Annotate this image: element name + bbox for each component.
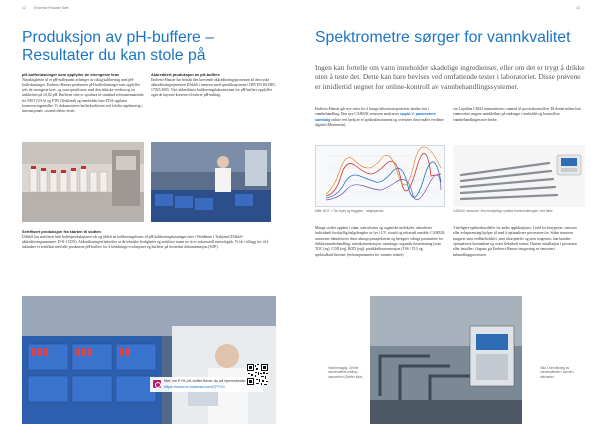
lab-worker-illustration: [151, 142, 271, 222]
chart-caption: Måle NOT = Tid: trykk og blyggem · adaptyenlau: [315, 209, 384, 213]
photo-lab-worker: [151, 142, 271, 222]
column-body: via Liquiline CM44 transmitteren i sanntid til prosesskontrollen. På denne måten kan vannverket reagere umiddelbart på endringer i innholdet og kontrollere vannbehandlingen mer bedre.: [453, 107, 581, 122]
column-body: online ved hjelp av et spektralinstrument og overfører disse måler verdiene digitalt (Memosens).: [315, 117, 444, 127]
page-title-right: Spektrometre sørger for vannkvalitet: [315, 29, 571, 46]
text-column-3: [315, 226, 445, 258]
text-column-4: [453, 226, 583, 258]
page-number-right: 13: [576, 6, 580, 10]
cta-text-block: [164, 379, 260, 390]
text-column-1: [315, 107, 445, 128]
web-icon: [153, 380, 161, 388]
text-column-2: [151, 72, 277, 99]
qr-code-icon: [247, 364, 268, 385]
text-column-1: [22, 72, 144, 115]
sensor-illustration: [453, 145, 585, 207]
column-body: DAkkS har sertifisert hele bufferproduksjonen vår og tildelt en kalibreringslisens til pH-kalibreringsløsninger etter i Waldheim i Tyskland (DAkkS-akkrediteringsnummer: D-K-15193). Akkrediteringen bekrefter at de tekniske ferdigheter og sertifiser innen tre år er suksessfull metrologisk. Vi får i tillegg lov til å inkludere et sertifikat med alle produserte pH-buffere for å frembringe evolusjoner og bufferer på forsterket dokumentasjon (SOP).: [22, 234, 269, 250]
sensor-caption: CA80UK sensorer i fem forskjellige optiske banemedlengder, ved faller: [453, 209, 553, 213]
column-body: Endress+Hauser har bestått den krevende akkrediteringsprosessen til den tyske akkrediteringstjenesten DAkkS i samsvar med spesifikasjonene i DIN EN ISO/IEC 17025:2005. Vårt akkrediterte kalibreringslaboratorium for pH-buffere oppfyller også de høyeste kravene til enhver pH-måling.: [151, 77, 276, 98]
column-body: Nøyaktigheten til et pH-målepunkt avhenger av riktig kalibrering med pH-bufferløsninger. Endress+Hauser produserer pH-bufferløsninger som oppfyller selv de strengeste krav, og som spesifiseres med den faktiske verdien og en usikkerhet på ±0,02 pH. Bufferne våre er sporbare til standard referansemateriale fra NIST (USA) og PTB (Tyskland) og inneholder bare FDA-opplørte konserveringsmidler. Vi dokumenterer bufferkvaliteten ved å delta regelmessig i internasjonale «round robin»-tester.: [22, 77, 144, 114]
page-title-left: Produksjon av pH-buffere – Resultater du kan stole på: [22, 29, 215, 64]
bottom-caption-1: Vannbehaglig. Online vannkvalitets måling i vannverket (Stoffer ikke).: [328, 366, 364, 379]
water-plant-illustration: [370, 296, 522, 424]
text-column-3: [22, 229, 274, 250]
column-body: Ytterligere spektralmodeller for andre applikasjoner. I tråd for bruyperter, sensorer eller avløpsrensing hjelper til med å optimalisere prosessene for. Siden sensoren fungerer uten vedlikeholdsfri, uten slitasjedeler og uten reagenser, kan kunden optimalisere kostnadene og svært fleksibelt sensor. Dørene installasjon i prosessen eller installert i bypass gir Endress+Hauser integrering av sensoren i behandlingsprosessen.: [453, 226, 577, 257]
spectrum-curves: [316, 146, 445, 207]
lead-paragraph: Ingen kan fortelle om vann inneholder skadelige ingredienser, eller om det er trygt å drikke uten å teste det. Dette kan bare bevises ved omfattende tester i laboratoriet. Disse prøvene er imidlertid uegnet for online-kontroll av vannbehandlingssystemer.: [315, 63, 585, 91]
highlight-text: uppbl.V. parametere samtidig: [315, 112, 436, 122]
column-heading: pH-bufferløsninger som oppfyller de strengeste krav: [22, 72, 120, 77]
column-body: Mange stoffer oppløst i vann, som nitrater og organiske molekyler, absorberer individuelt forskjellig bølgelengder av lys i UV, visuelt og infrarødt område. CA80UK sensorene identifiserer disse absorpsjonsspektrene og beregner viktige parametere for drikkevannsbehandling: nitratkonsentrasjon, vannfarge, organisk forurensning (som TOC (eq), COD (eq), BOD (eq)), partikkelkonsentrasjon (TSS / TU) og spektralkoeffisienter (en komparameter for vannets renhet).: [315, 226, 445, 257]
column-heading: Akkreditert produksjon av pH-buffere: [151, 72, 220, 77]
cta-label: Mer om E+H pH-buffer finner du på hjemmeside:: [164, 379, 246, 383]
cta-link[interactable]: https://www.no.endress.com/CPY20: [164, 384, 225, 389]
sensors-image: [453, 145, 585, 207]
text-column-2: [453, 107, 583, 123]
lab-boxes-illustration: [22, 296, 276, 424]
running-header: Endress+Hauser Nett: [34, 6, 69, 10]
column-body: Endress+Hauser går nye veier for å bringe laboratorieprosesser direkte inn i vannbehandling. Den nye CA80UK sensoren analyserer: [315, 107, 429, 117]
bottle-line-illustration: [22, 142, 144, 222]
qr-code[interactable]: [247, 364, 268, 385]
bottom-caption-2: VBA Overvåkning av vannkvaliteten i vannet i dekkanter.: [540, 366, 575, 379]
column-heading: Sertifisert produksjon fra starten til slutten: [22, 229, 101, 234]
photo-lab-boxes: [22, 296, 276, 424]
spectrum-graph-image: [315, 145, 445, 207]
page-number-left: 12: [22, 6, 26, 10]
photo-water-plant: [370, 296, 522, 424]
photo-bottle-filling: [22, 142, 144, 222]
